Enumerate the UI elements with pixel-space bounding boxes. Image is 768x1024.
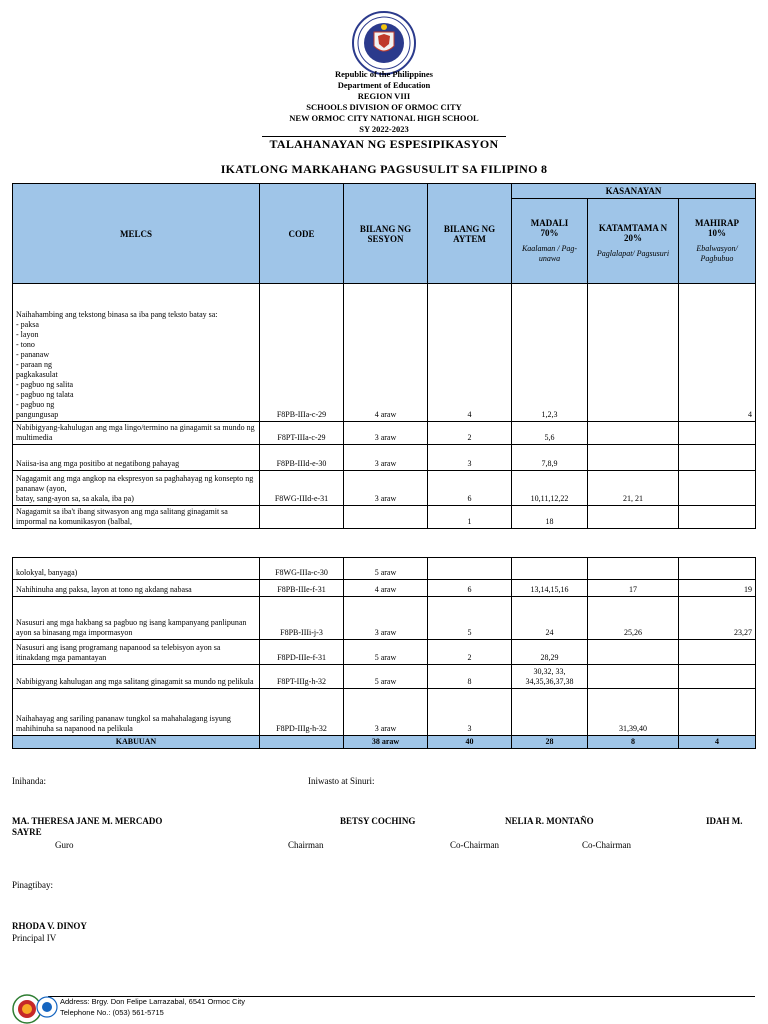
total-aytem: 40 bbox=[428, 736, 512, 749]
header-bilang-aytem: BILANG NG AYTEM bbox=[428, 184, 512, 284]
madali-cell bbox=[512, 689, 588, 736]
table-row bbox=[13, 506, 756, 529]
katamtaman-label: KATAMTAMA N bbox=[598, 223, 668, 233]
header-bilang-sesyon: BILANG NG SESYON bbox=[344, 184, 428, 284]
code-cell: F8PB-IIIa-c-29 bbox=[260, 284, 344, 422]
header-code: CODE bbox=[260, 184, 344, 284]
melcs-text: Nasusuri ang isang programang napanood sa telebisyon ayon sa itinakdang mga pamantayan bbox=[16, 643, 221, 662]
signatory-sayre-last: SAYRE bbox=[12, 827, 42, 837]
total-katamtaman: 8 bbox=[588, 736, 679, 749]
mahirap-cell: 4 bbox=[679, 284, 756, 422]
melcs-text: - pagbuo ng bbox=[16, 400, 55, 409]
katamtaman-cell: 25,26 bbox=[588, 597, 679, 640]
principal-name: RHODA V. DINOY bbox=[12, 921, 87, 931]
melcs-text: - paksa bbox=[16, 320, 39, 329]
katamtaman-cell bbox=[588, 665, 679, 689]
madali-cell: 13,14,15,16 bbox=[512, 580, 588, 597]
melcs-text: Nabibigyang kahulugan ang mga salitang ginagamit sa mundo ng pelikula bbox=[16, 677, 254, 686]
mahirap-cell bbox=[679, 471, 756, 506]
aytem-cell: 2 bbox=[428, 640, 512, 665]
madali-cell: 28,29 bbox=[512, 640, 588, 665]
katamtaman-cell bbox=[588, 558, 679, 580]
melcs-cell bbox=[13, 597, 260, 640]
katamtaman-cell: 31,39,40 bbox=[588, 689, 679, 736]
melcs-text: kolokyal, banyaga) bbox=[16, 568, 78, 577]
melcs-text: Nasusuri ang mga hakbang sa pagbuo ng isang kampanyang panlipunan ayon sa binasang mga impormasyon bbox=[16, 618, 247, 637]
mahirap-pct: 10% bbox=[708, 228, 726, 238]
table-row bbox=[13, 284, 756, 422]
madali-cell: 5,6 bbox=[512, 422, 588, 445]
melcs-text: - pananaw bbox=[16, 350, 50, 359]
melcs-text: Nabibigyang-kahulugan ang mga lingo/termino na ginagamit sa mundo ng multimedia bbox=[16, 423, 255, 442]
melcs-cell bbox=[13, 665, 260, 689]
division-logo bbox=[36, 996, 58, 1018]
madali-cell bbox=[512, 558, 588, 580]
madali-label: MADALI bbox=[530, 218, 569, 228]
melcs-cell bbox=[13, 422, 260, 445]
aytem-cell: 3 bbox=[428, 689, 512, 736]
melcs-text: Naihahambing ang tekstong binasa sa iba pang teksto batay sa: bbox=[16, 310, 218, 319]
code-cell: F8PB-IIIi-j-3 bbox=[260, 597, 344, 640]
melcs-cell bbox=[13, 640, 260, 665]
table-row bbox=[13, 445, 756, 471]
sesyon-cell: 5 araw bbox=[344, 558, 428, 580]
total-mahirap: 4 bbox=[679, 736, 756, 749]
melcs-text: - pagbuo ng salita bbox=[16, 380, 74, 389]
katamtaman-cell: 17 bbox=[588, 580, 679, 597]
sesyon-cell: 3 araw bbox=[344, 471, 428, 506]
table-row bbox=[13, 640, 756, 665]
sesyon-cell: 4 araw bbox=[344, 580, 428, 597]
mahirap-cell bbox=[679, 506, 756, 529]
katamtaman-cell bbox=[588, 422, 679, 445]
melcs-text: pangungusap bbox=[16, 410, 59, 419]
region-line: REGION VIII bbox=[357, 91, 411, 101]
katamtaman-pct: 20% bbox=[624, 233, 642, 243]
melcs-cell bbox=[13, 506, 260, 529]
code-cell: F8WG-IIId-e-31 bbox=[260, 471, 344, 506]
code-cell: F8PT-IIIg-h-32 bbox=[260, 665, 344, 689]
signatory-montano: NELIA R. MONTAÑO bbox=[505, 816, 594, 826]
melcs-text: Naiisa-isa ang mga positibo at negatibong pahayag bbox=[16, 459, 180, 468]
table-row bbox=[13, 558, 756, 580]
iniwasto-label: Iniwasto at Sinuri: bbox=[308, 776, 375, 786]
code-cell: F8PD-IIIe-f-31 bbox=[260, 640, 344, 665]
katamtaman-cell bbox=[588, 506, 679, 529]
melcs-text: - tono bbox=[16, 340, 35, 349]
role-co-chairman-2: Co-Chairman bbox=[582, 840, 631, 850]
table-row bbox=[13, 422, 756, 445]
header-katamtaman bbox=[588, 199, 679, 284]
melcs-text: Nagagamit sa iba't ibang sitwasyon ang mga salitang ginagamit sa impormal na komunikasyon (balbal, bbox=[16, 507, 228, 526]
code-cell: F8WG-IIIa-c-30 bbox=[260, 558, 344, 580]
sesyon-cell bbox=[344, 506, 428, 529]
header-kasanayan: KASANAYAN bbox=[512, 184, 756, 199]
katamtaman-cell bbox=[588, 445, 679, 471]
code-cell bbox=[260, 506, 344, 529]
aytem-cell: 5 bbox=[428, 597, 512, 640]
school-line: NEW ORMOC CITY NATIONAL HIGH SCHOOL bbox=[289, 113, 479, 123]
table-row bbox=[13, 471, 756, 506]
madali-sub: Kaalaman / Pag-unawa bbox=[521, 244, 578, 263]
code-cell: F8PB-IIIe-f-31 bbox=[260, 580, 344, 597]
katamtaman-sub: Paglalapat/ Pagsusuri bbox=[596, 249, 670, 258]
aytem-cell: 6 bbox=[428, 471, 512, 506]
melcs-text: - pagbuo ng talata bbox=[16, 390, 74, 399]
role-chairman: Chairman bbox=[288, 840, 324, 850]
deped-seal-logo bbox=[351, 10, 417, 76]
melcs-text: - paraan ng bbox=[16, 360, 52, 369]
sesyon-cell: 5 araw bbox=[344, 665, 428, 689]
signatory-sayre-first: IDAH M. bbox=[706, 816, 743, 826]
katamtaman-cell: 21, 21 bbox=[588, 471, 679, 506]
aytem-cell bbox=[428, 558, 512, 580]
table-row bbox=[13, 665, 756, 689]
aytem-cell: 1 bbox=[428, 506, 512, 529]
code-cell: F8PT-IIIa-c-29 bbox=[260, 422, 344, 445]
melcs-text: pagkakasulat bbox=[16, 370, 58, 379]
mahirap-cell: 19 bbox=[679, 580, 756, 597]
header-madali bbox=[512, 199, 588, 284]
mahirap-cell bbox=[679, 689, 756, 736]
sesyon-cell: 5 araw bbox=[344, 640, 428, 665]
katamtaman-cell bbox=[588, 640, 679, 665]
role-co-chairman-1: Co-Chairman bbox=[450, 840, 499, 850]
table-row bbox=[13, 689, 756, 736]
melcs-cell bbox=[13, 445, 260, 471]
signatory-mercado: MA. THERESA JANE M. MERCADO bbox=[12, 816, 163, 826]
madali-cell: 30,32, 33, 34,35,36,37,38 bbox=[512, 665, 588, 689]
melcs-text: - layon bbox=[16, 330, 39, 339]
document-subtitle: IKATLONG MARKAHANG PAGSUSULIT SA FILIPINO 8 bbox=[220, 162, 548, 176]
role-guro: Guro bbox=[55, 840, 74, 850]
mahirap-cell bbox=[679, 558, 756, 580]
sesyon-cell: 3 araw bbox=[344, 597, 428, 640]
total-code bbox=[260, 736, 344, 749]
madali-cell: 7,8,9 bbox=[512, 445, 588, 471]
madali-cell: 1,2,3 bbox=[512, 284, 588, 422]
madali-cell: 10,11,12,22 bbox=[512, 471, 588, 506]
melcs-text: batay, sang-ayon sa, sa akala, iba pa) bbox=[16, 494, 134, 503]
division-line: SCHOOLS DIVISION OF ORMOC CITY bbox=[306, 102, 462, 112]
aytem-cell: 8 bbox=[428, 665, 512, 689]
sesyon-cell: 3 araw bbox=[344, 689, 428, 736]
katamtaman-cell bbox=[588, 284, 679, 422]
aytem-cell: 4 bbox=[428, 284, 512, 422]
table-row bbox=[13, 597, 756, 640]
total-madali: 28 bbox=[512, 736, 588, 749]
aytem-cell: 3 bbox=[428, 445, 512, 471]
header-melcs: MELCS bbox=[13, 184, 260, 284]
mahirap-sub: Ebalwasyon/ Pagbubuo bbox=[696, 244, 738, 263]
signatory-coching: BETSY COCHING bbox=[340, 816, 416, 826]
mahirap-cell bbox=[679, 640, 756, 665]
header-mahirap bbox=[679, 199, 756, 284]
melcs-cell bbox=[13, 558, 260, 580]
aytem-cell: 6 bbox=[428, 580, 512, 597]
footer-telephone: Telephone No.: (053) 561-5715 bbox=[60, 1008, 164, 1017]
department-line: Department of Education bbox=[337, 80, 431, 90]
specification-table-part2 bbox=[12, 557, 756, 749]
school-year-line: SY 2022-2023 bbox=[359, 124, 409, 134]
melcs-cell bbox=[13, 471, 260, 506]
code-cell: F8PD-IIIg-h-32 bbox=[260, 689, 344, 736]
document-title: TALAHANAYAN NG ESPESIPIKASYON bbox=[269, 137, 499, 151]
principal-role: Principal IV bbox=[12, 933, 57, 943]
madali-cell: 18 bbox=[512, 506, 588, 529]
specification-table-part1 bbox=[12, 183, 756, 529]
mahirap-label: MAHIRAP bbox=[695, 218, 739, 228]
sesyon-cell: 3 araw bbox=[344, 445, 428, 471]
madali-pct: 70% bbox=[540, 228, 559, 238]
melcs-cell bbox=[13, 284, 260, 422]
inihanda-label: Inihanda: bbox=[12, 776, 46, 786]
footer-address: Address: Brgy. Don Felipe Larrazabal, 6541 Ormoc City bbox=[60, 997, 245, 1006]
table-row bbox=[13, 580, 756, 597]
mahirap-cell bbox=[679, 445, 756, 471]
madali-cell: 24 bbox=[512, 597, 588, 640]
sesyon-cell: 3 araw bbox=[344, 422, 428, 445]
total-label: KABUUAN bbox=[13, 736, 260, 749]
melcs-text: Nahihinuha ang paksa, layon at tono ng akdang nabasa bbox=[16, 585, 192, 594]
republic-line: Republic of the Philippines bbox=[334, 69, 433, 79]
melcs-cell bbox=[13, 689, 260, 736]
melcs-cell bbox=[13, 580, 260, 597]
mahirap-cell bbox=[679, 665, 756, 689]
mahirap-cell bbox=[679, 422, 756, 445]
total-sesyon: 38 araw bbox=[344, 736, 428, 749]
mahirap-cell: 23,27 bbox=[679, 597, 756, 640]
pinagtibay-label: Pinagtibay: bbox=[12, 880, 53, 890]
sesyon-cell: 4 araw bbox=[344, 284, 428, 422]
aytem-cell: 2 bbox=[428, 422, 512, 445]
melcs-text: Nagagamit ang mga angkop na ekspresyon sa paghahayag ng konsepto ng pananaw (ayon, bbox=[16, 474, 254, 493]
melcs-text: Naihahayag ang sariling pananaw tungkol sa mahahalagang isyung mahihinuha sa napanood na pelikula bbox=[16, 714, 231, 733]
code-cell: F8PB-IIId-e-30 bbox=[260, 445, 344, 471]
